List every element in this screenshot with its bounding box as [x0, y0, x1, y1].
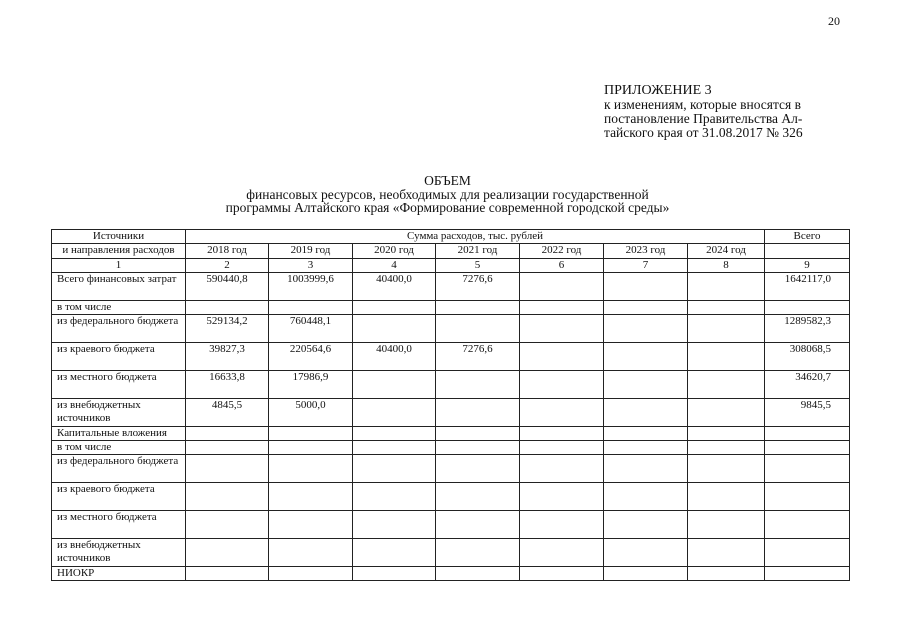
document-title-line: программы Алтайского края «Формирование современной городской среды» [225, 200, 670, 215]
cell-y2022 [520, 427, 604, 441]
header-year: 2018 год [186, 244, 269, 259]
cell-y2020 [353, 301, 436, 315]
cell-y2022 [520, 483, 604, 511]
cell-y2020 [353, 567, 436, 581]
cell-y2020 [353, 371, 436, 399]
cell-total [765, 441, 850, 455]
header-sum: Сумма расходов, тыс. рублей [186, 230, 765, 244]
cell-y2021 [436, 511, 520, 539]
cell-y2021 [436, 399, 520, 427]
cell-y2024 [688, 399, 765, 427]
cell-y2018 [186, 511, 269, 539]
appendix-block [604, 84, 864, 140]
cell-y2022 [520, 539, 604, 567]
column-number: 5 [436, 259, 520, 273]
cell-y2021 [436, 455, 520, 483]
column-number: 9 [765, 259, 850, 273]
appendix-title: ПРИЛОЖЕНИЕ 3 [604, 83, 712, 98]
cell-y2024 [688, 343, 765, 371]
appendix-line: к изменениям, которые вносятся в [604, 97, 802, 112]
cell-total [765, 427, 850, 441]
cell-y2021: 7276,6 [436, 273, 520, 301]
cell-y2024 [688, 273, 765, 301]
cell-y2021 [436, 441, 520, 455]
cell-y2024 [688, 371, 765, 399]
cell-y2022 [520, 301, 604, 315]
cell-y2024 [688, 441, 765, 455]
cell-y2019: 1003999,6 [269, 273, 353, 301]
cell-y2020 [353, 511, 436, 539]
header-year: 2021 год [436, 244, 520, 259]
row-label: из краевого бюджета [52, 483, 186, 511]
row-label: в том числе [52, 301, 186, 315]
column-number-row [52, 259, 850, 273]
cell-y2023 [604, 567, 688, 581]
cell-y2021 [436, 315, 520, 343]
cell-total: 308068,5 [765, 343, 850, 371]
cell-y2019 [269, 441, 353, 455]
document-title-line: ОБЪЕМ [424, 173, 471, 188]
table-row [52, 273, 850, 301]
cell-y2019: 5000,0 [269, 399, 353, 427]
document-title-line: финансовых ресурсов, необходимых для реализации государственной [246, 186, 649, 202]
header-row [52, 230, 850, 244]
cell-y2019 [269, 455, 353, 483]
cell-y2018: 16633,8 [186, 371, 269, 399]
cell-y2021 [436, 567, 520, 581]
header-years-row [52, 244, 850, 259]
cell-y2023 [604, 371, 688, 399]
column-number: 6 [520, 259, 604, 273]
cell-y2018 [186, 567, 269, 581]
cell-y2018 [186, 427, 269, 441]
cell-y2020 [353, 427, 436, 441]
row-label: из местного бюджета [52, 511, 186, 539]
header-year: 2019 год [269, 244, 353, 259]
cell-y2024 [688, 539, 765, 567]
table-row [52, 315, 850, 343]
cell-total [765, 567, 850, 581]
cell-y2019 [269, 483, 353, 511]
cell-total: 9845,5 [765, 399, 850, 427]
cell-total [765, 539, 850, 567]
cell-y2024 [688, 455, 765, 483]
cell-y2020 [353, 483, 436, 511]
table-row [52, 301, 850, 315]
cell-y2023 [604, 441, 688, 455]
row-label: НИОКР [52, 567, 186, 581]
table-row [52, 371, 850, 399]
cell-y2019: 220564,6 [269, 343, 353, 371]
cell-y2018 [186, 441, 269, 455]
cell-y2018 [186, 539, 269, 567]
cell-y2019: 760448,1 [269, 315, 353, 343]
column-number: 4 [353, 259, 436, 273]
cell-y2023 [604, 301, 688, 315]
financial-resources-table [51, 229, 850, 581]
row-label: из внебюджетных источников [52, 399, 186, 427]
cell-y2024 [688, 567, 765, 581]
row-label: из внебюджетных источников [52, 539, 186, 567]
cell-y2019 [269, 427, 353, 441]
table-row [52, 427, 850, 441]
row-label: из местного бюджета [52, 371, 186, 399]
cell-y2021 [436, 301, 520, 315]
cell-y2023 [604, 273, 688, 301]
table-row [52, 343, 850, 371]
cell-y2018: 4845,5 [186, 399, 269, 427]
header-blank [765, 244, 850, 259]
cell-y2023 [604, 483, 688, 511]
cell-y2023 [604, 315, 688, 343]
column-number: 1 [52, 259, 186, 273]
cell-y2023 [604, 343, 688, 371]
cell-y2024 [688, 483, 765, 511]
header-year: 2022 год [520, 244, 604, 259]
cell-y2020 [353, 441, 436, 455]
cell-total [765, 483, 850, 511]
header-year: 2020 год [353, 244, 436, 259]
cell-y2024 [688, 427, 765, 441]
cell-y2020: 40400,0 [353, 273, 436, 301]
cell-y2022 [520, 273, 604, 301]
table-row [52, 399, 850, 427]
table-row [52, 455, 850, 483]
document-title [150, 174, 745, 215]
cell-y2022 [520, 343, 604, 371]
cell-y2018: 39827,3 [186, 343, 269, 371]
header-year: 2023 год [604, 244, 688, 259]
cell-y2020 [353, 399, 436, 427]
cell-total: 1289582,3 [765, 315, 850, 343]
row-label: из федерального бюджета [52, 315, 186, 343]
cell-y2019 [269, 511, 353, 539]
cell-y2018 [186, 455, 269, 483]
column-number: 2 [186, 259, 269, 273]
cell-y2019: 17986,9 [269, 371, 353, 399]
table-row [52, 539, 850, 567]
page-number: 20 [828, 14, 840, 28]
table-row [52, 441, 850, 455]
cell-y2022 [520, 371, 604, 399]
cell-y2023 [604, 511, 688, 539]
cell-y2018 [186, 483, 269, 511]
cell-total [765, 455, 850, 483]
cell-y2022 [520, 455, 604, 483]
cell-y2020 [353, 455, 436, 483]
cell-y2018: 590440,8 [186, 273, 269, 301]
table-row [52, 483, 850, 511]
appendix-line: тайского края от 31.08.2017 № 326 [604, 125, 803, 140]
column-number: 8 [688, 259, 765, 273]
cell-y2023 [604, 399, 688, 427]
cell-y2024 [688, 301, 765, 315]
row-label: из федерального бюджета [52, 455, 186, 483]
cell-y2021 [436, 539, 520, 567]
cell-y2022 [520, 315, 604, 343]
header-total: Всего [765, 230, 850, 244]
cell-y2024 [688, 511, 765, 539]
table-row [52, 567, 850, 581]
cell-y2023 [604, 455, 688, 483]
column-number: 7 [604, 259, 688, 273]
row-label: из краевого бюджета [52, 343, 186, 371]
table-body [52, 230, 850, 581]
cell-y2022 [520, 441, 604, 455]
cell-total [765, 511, 850, 539]
cell-total [765, 301, 850, 315]
row-label: Всего финансовых затрат [52, 273, 186, 301]
cell-y2021: 7276,6 [436, 343, 520, 371]
cell-y2020 [353, 315, 436, 343]
cell-y2019 [269, 539, 353, 567]
cell-y2021 [436, 371, 520, 399]
cell-y2022 [520, 399, 604, 427]
table-row [52, 511, 850, 539]
header-year: 2024 год [688, 244, 765, 259]
column-number: 3 [269, 259, 353, 273]
header-sources-line2: и направления расходов [52, 244, 186, 259]
cell-y2022 [520, 567, 604, 581]
row-label: Капитальные вложения [52, 427, 186, 441]
cell-y2020 [353, 539, 436, 567]
cell-y2018: 529134,2 [186, 315, 269, 343]
cell-total: 1642117,0 [765, 273, 850, 301]
cell-y2023 [604, 427, 688, 441]
cell-y2020: 40400,0 [353, 343, 436, 371]
cell-y2023 [604, 539, 688, 567]
cell-y2024 [688, 315, 765, 343]
cell-total: 34620,7 [765, 371, 850, 399]
cell-y2019 [269, 301, 353, 315]
header-sources: Источники [52, 230, 186, 244]
cell-y2021 [436, 483, 520, 511]
row-label: в том числе [52, 441, 186, 455]
cell-y2022 [520, 511, 604, 539]
cell-y2018 [186, 301, 269, 315]
cell-y2019 [269, 567, 353, 581]
appendix-line: постановление Правительства Ал- [604, 111, 803, 126]
cell-y2021 [436, 427, 520, 441]
